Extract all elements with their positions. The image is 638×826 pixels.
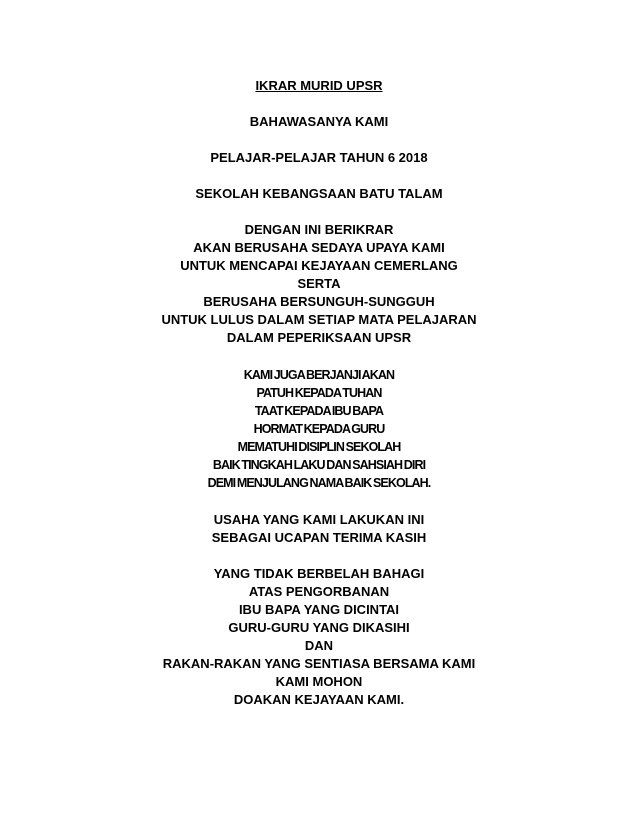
stanza1-line-4: SERTA bbox=[297, 276, 341, 291]
stanza1-line-2: AKAN BERUSAHA SEDAYA UPAYA KAMI bbox=[193, 240, 445, 255]
stanza4-line-4: GURU-GURU YANG DIKASIHI bbox=[228, 620, 410, 635]
stanza4-line-6: RAKAN-RAKAN YANG SENTIASA BERSAMA KAMI bbox=[162, 656, 476, 671]
document-title: IKRAR MURID UPSR bbox=[255, 78, 383, 93]
opening-line-2: PELAJAR-PELAJAR TAHUN 6 2018 bbox=[210, 150, 428, 165]
stanza2-line-5: MEMATUHI DISIPLIN SEKOLAH bbox=[237, 440, 401, 454]
stanza4-line-3: IBU BAPA YANG DICINTAI bbox=[238, 602, 400, 617]
stanza4-line-7: KAMI MOHON bbox=[275, 674, 363, 689]
stanza1-line-1: DENGAN INI BERIKRAR bbox=[244, 222, 394, 237]
opening-line-1: BAHAWASANYA KAMI bbox=[249, 114, 389, 129]
stanza2-line-7: DEMI MENJULANG NAMA BAIK SEKOLAH. bbox=[207, 476, 431, 490]
stanza4-line-1: YANG TIDAK BERBELAH BAHAGI bbox=[213, 566, 425, 581]
stanza4-line-2: ATAS PENGORBANAN bbox=[248, 584, 390, 599]
stanza1-line-5: BERUSAHA BERSUNGUH-SUNGGUH bbox=[203, 294, 435, 309]
stanza4-line-8: DOAKAN KEJAYAAN KAMI. bbox=[233, 692, 405, 707]
stanza3-line-2: SEBAGAI UCAPAN TERIMA KASIH bbox=[211, 530, 427, 545]
stanza4-line-5: DAN bbox=[304, 638, 334, 653]
stanza2-line-6: BAIK TINGKAH LAKU DAN SAHSIAH DIRI bbox=[212, 458, 426, 472]
opening-line-3: SEKOLAH KEBANGSAAN BATU TALAM bbox=[195, 186, 443, 201]
stanza1-line-6: UNTUK LULUS DALAM SETIAP MATA PELAJARAN bbox=[161, 312, 477, 327]
stanza2-line-1: KAMI JUGA BERJANJI AKAN bbox=[243, 368, 395, 382]
stanza1-line-3: UNTUK MENCAPAI KEJAYAAN CEMERLANG bbox=[180, 258, 458, 273]
stanza2-line-3: TAAT KEPADA IBU BAPA bbox=[254, 404, 384, 418]
stanza2-line-4: HORMAT KEPADA GURU bbox=[253, 422, 385, 436]
stanza2-line-2: PATUH KEPADA TUHAN bbox=[256, 386, 382, 400]
stanza3-line-1: USAHA YANG KAMI LAKUKAN INI bbox=[213, 512, 425, 527]
stanza1-line-7: DALAM PEPERIKSAAN UPSR bbox=[226, 330, 412, 345]
